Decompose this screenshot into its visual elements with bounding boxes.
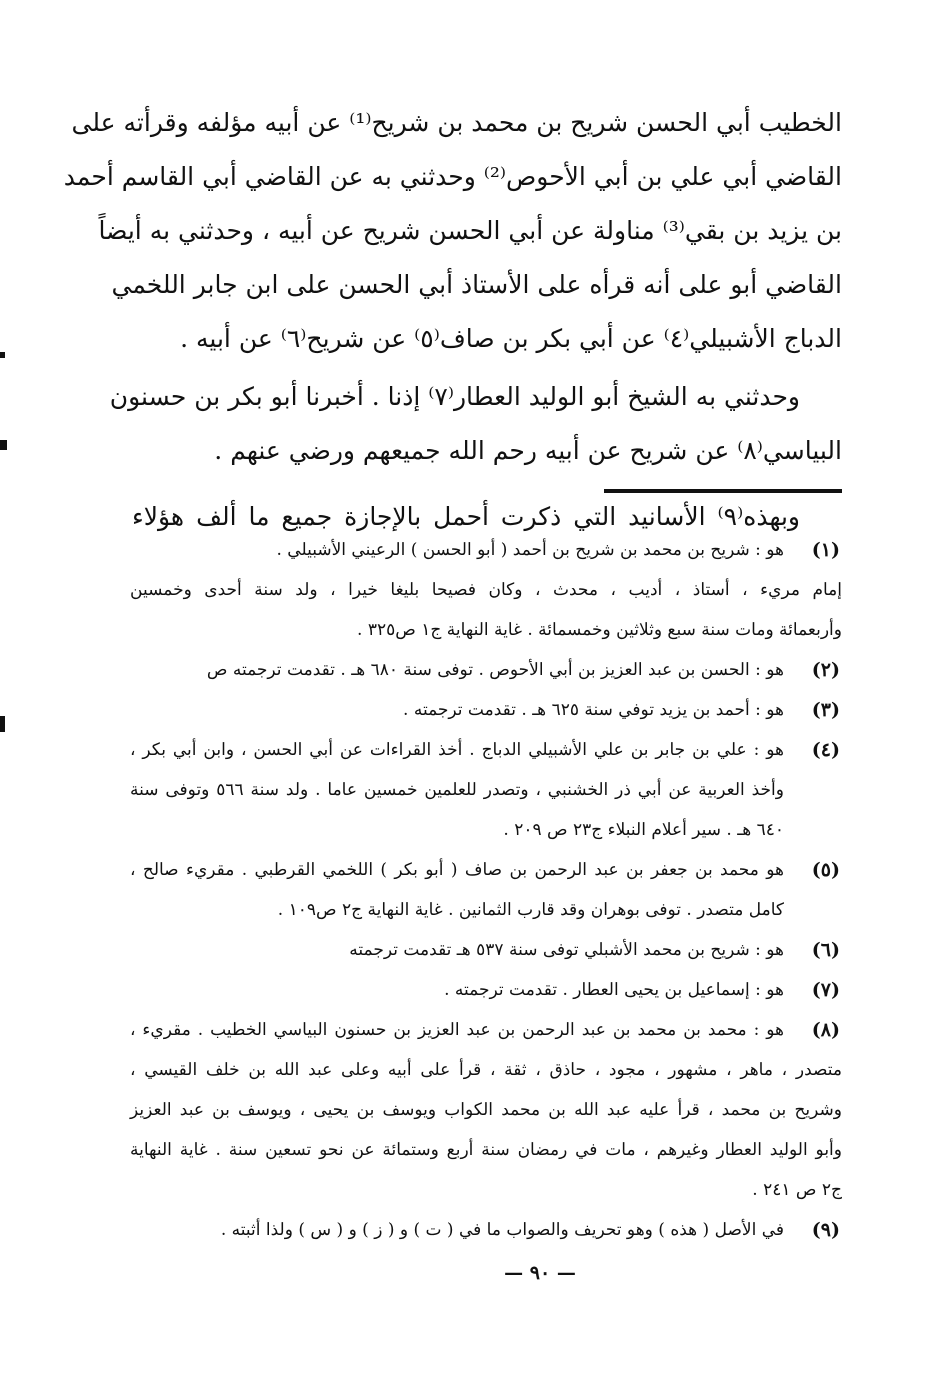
footnote-line: وأبو الوليد العطار وغيرهم ، مات في رمضان سنة أربع وستمائة عن نحو تسعين سنة . غاية النهاية (130, 1140, 842, 1160)
footnote-number: (٩) (811, 1219, 840, 1241)
footnote-line: هو : الحسن بن عبد العزيز بن أبي الأحوص . توفى سنة ٦٨٠ هـ . تقدمت ترجمته ص (206, 660, 784, 680)
footnote-line: إمام مريء ، أستاذ ، أديب ، محدث ، وكان فصيحا بليغا خيرا ، ولد سنة أحدى وخمسين (130, 580, 842, 600)
footnote-line: هو : إسماعيل بن يحيى العطار . تقدمت ترجمته . (444, 980, 784, 1000)
footnote-line: هو : علي بن جابر بن علي الأشبيلي الدباج . أخذ القراءات عن أبي الحسن ، وابن أبي بكر ، (130, 740, 784, 760)
main-text-line: الدباج الأشبيلي⁽٤⁾ عن أبي بكر بن صاف⁽٥⁾ عن شريح⁽٦⁾ عن أبيه . (180, 324, 842, 353)
main-text-line: البياسي⁽٨⁾ عن شريح عن أبيه رحم الله جميعهم ورضي عنهم . (214, 436, 842, 465)
footnote-line: ج٢ ص ٢٤١ . (752, 1180, 842, 1200)
footnotes-block (130, 530, 842, 1250)
footnote-line: ٦٤٠ هـ . سير أعلام النبلاء ج٢٣ ص ٢٠٩ . (503, 820, 784, 840)
footnote-line: متصدر ، ماهر ، مشهور ، مجود ، حاذق ، ثقة ، قرأ على أبيه وعلى عبد الله بن خلف القيسي ، (130, 1060, 842, 1080)
footnote-number: (٢) (811, 659, 840, 681)
main-text-block (63, 96, 842, 544)
footnote-number: (٦) (811, 939, 840, 961)
main-text-line: القاضي أبو على أنه قرأه على الأستاذ أبي الحسن على ابن جابر اللخمي (111, 270, 842, 299)
footnote-line: وأربعمائة ومات سنة سبع وثلاثين وخمسمائة . غاية النهاية ج١ ص٣٢٥ . (357, 620, 842, 640)
footnote-separator (604, 489, 842, 493)
footnote-line: كامل متصدر . توفى بوهران وقد قارب الثمانين . غاية النهاية ج٢ ص١٠٩ . (277, 900, 784, 920)
footnote-number: (٥) (811, 859, 840, 881)
page-number: — ٩٠ — (504, 1262, 576, 1284)
main-text-line: وبهذه⁽٩⁾ الأسانيد التي ذكرت أحمل بالإجازة جميع ما ألف هؤلاء (132, 502, 800, 531)
main-text-line: بن يزيد بن بقي⁽³⁾ مناولة عن أبي الحسن شريح عن أبيه ، وحدثني به أيضاً (98, 216, 842, 245)
footnote-line: هو : شريح بن محمد الأشبلي توفى سنة ٥٣٧ هـ تقدمت ترجمته (349, 940, 784, 960)
main-text-line: الخطيب أبي الحسن شريح بن محمد بن شريح⁽¹⁾ عن أبيه مؤلفه وقرأته على (71, 108, 842, 137)
footnote-number: (٧) (811, 979, 840, 1001)
footnote-7 (130, 970, 842, 1010)
scan-edge-mark (0, 440, 7, 450)
footnote-number: (٣) (811, 699, 840, 721)
footnote-6 (130, 930, 842, 970)
footnote-5 (130, 850, 842, 930)
footnote-9 (130, 1210, 842, 1250)
footnote-number: (٤) (811, 739, 840, 761)
footnote-3 (130, 690, 842, 730)
footnote-line: هو : شريح بن محمد بن شريح بن أحمد ( أبو الحسن ) الرعيني الأشبيلي . (276, 540, 784, 560)
main-text-line: القاضي أبي علي بن أبي الأحوص⁽²⁾ وحدثني به عن القاضي أبي القاسم أحمد (63, 162, 842, 191)
scan-edge-mark (0, 716, 5, 732)
footnote-line: هو محمد بن جعفر بن عبد الرحمن بن صاف ( أبو بكر ) اللخمي القرطبي . مقريء صالح ، (130, 860, 784, 880)
footnote-line: هو : أحمد بن يزيد توفي سنة ٦٢٥ هـ . تقدمت ترجمته . (403, 700, 784, 720)
footnote-8 (130, 1010, 842, 1210)
footnote-line: في الأصل ( هذه ) وهو تحريف والصواب ما في ( ت ) و ( ز ) و ( س ) ولذا أثبته . (220, 1220, 784, 1240)
footnote-number: (١) (811, 539, 840, 561)
footnote-line: هو : محمد بن محمد بن عبد الرحمن بن عبد العزيز بن حسنون البياسي الخطيب . مقريء ، (130, 1020, 784, 1040)
footnote-1 (130, 530, 842, 650)
footnote-2 (130, 650, 842, 690)
scan-edge-mark (0, 352, 5, 358)
footnote-line: وأخذ العربية عن أبي ذر الخشنبي ، وتصدر للعلمين خمسين عاما . ولد سنة ٥٦٦ وتوفى سنة (130, 780, 784, 800)
footnote-line: وشريح بن محمد ، قرأ عليه عبد الله بن محمد الكواب ويوسف بن يحيى ، ويوسف بن عبد العزيز (130, 1100, 842, 1120)
footnote-number: (٨) (811, 1019, 840, 1041)
main-text-line: وحدثني به الشيخ أبو الوليد العطار⁽٧⁾ إذنا . أخبرنا أبو بكر بن حسنون (109, 382, 800, 411)
footnote-4 (130, 730, 842, 850)
